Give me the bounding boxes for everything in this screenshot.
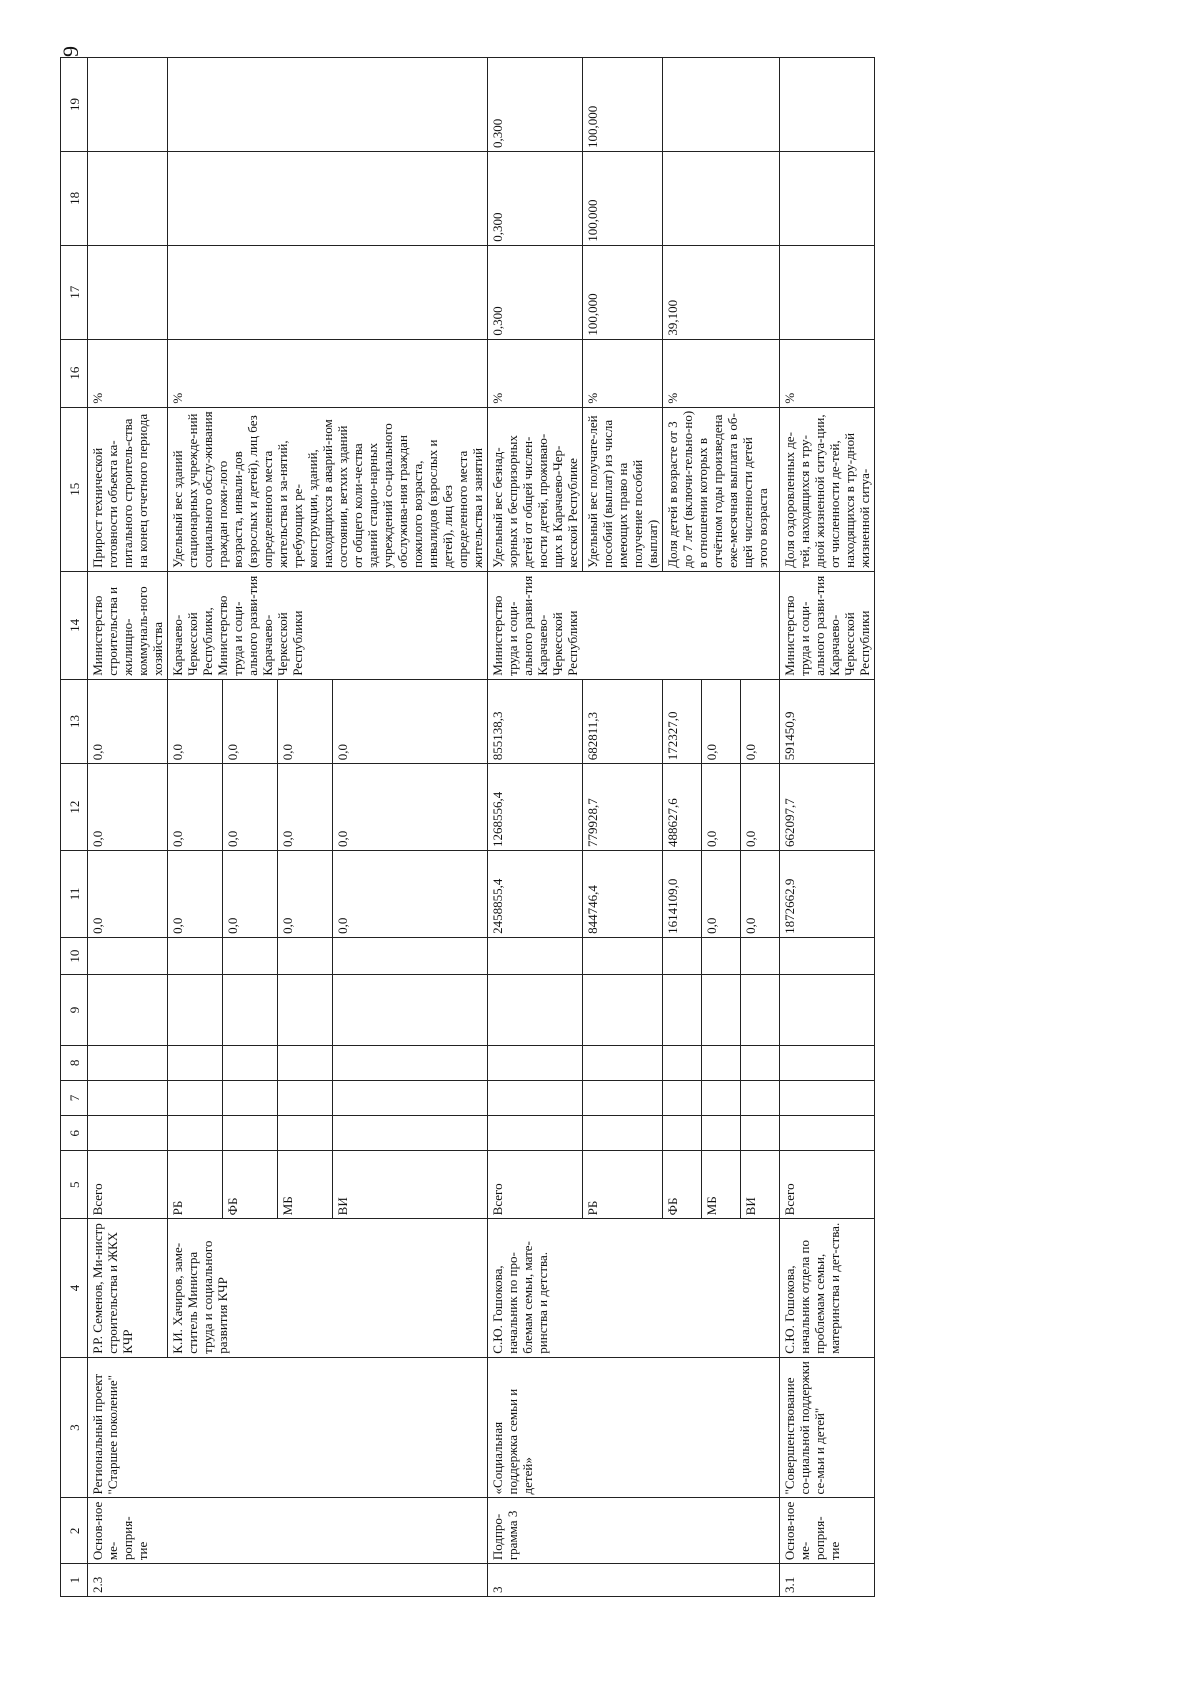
col-num: 2 [61,1498,88,1564]
value-col-12: 1268556,4 [488,764,583,851]
value-col-18: 100,000 [583,151,663,245]
value-col-11: 0,0 [168,851,223,938]
funding-source: РБ [168,1151,223,1219]
value-col-11: 0,0 [702,851,741,938]
unit: % [663,339,780,407]
col-num: 15 [61,407,88,571]
indicator: Удельный вес безнад-зорных и беспризорных детей от общей числен-ности детей, проживаю-щих в Карачаево-Чер-кесской Республике [488,407,583,571]
funding-source: ВИ [332,1151,487,1219]
executor: Министерство труда и соци-ального разви-тия Карачаево-Черкесской Республики [780,571,875,679]
unit: % [88,339,168,407]
table-row [780,58,875,1597]
value-col-11: 1614109,0 [663,851,702,938]
indicator: Прирост технической готовности объекта ка-питального строитель-ства на конец отчетного периода [88,407,168,571]
value-col-13: 0,0 [222,679,277,763]
col-num: 11 [61,851,88,938]
funding-source: Всего [488,1151,583,1219]
value-col-11: 0,0 [88,851,168,938]
funding-source: РБ [583,1151,663,1219]
value-col-11: 0,0 [277,851,332,938]
responsible: К.И. Хачиров, заме-ститель Министра труда и социального развития КЧР [168,1219,488,1357]
indicator: Удельный вес получате-лей пособий (выплат) из числа имеющих право на получение пособий (выплат) [583,407,663,571]
value-col-13: 0,0 [277,679,332,763]
value-col-17: 100,000 [583,245,663,339]
col-num: 4 [61,1219,88,1357]
col-num: 9 [61,975,88,1045]
indicator: Доля детей в возрасте от 3 до 7 лет (включи-тельно-но) в отношении которых в отчётном годы произведена еже-месячная выплата в об-щей численности детей этого возраста [663,407,780,571]
col-num: 1 [61,1564,88,1597]
unit: % [583,339,663,407]
responsible: С.Ю. Гошокова, начальник по про-блемам семьи, мате-ринства и детства. [488,1219,780,1357]
value-col-12: 488627,6 [663,764,702,851]
executor: Карачаево-Черкесской Республики, Министерство труда и соци-ального разви-тия Карачаево-Черкесской Республики [168,571,488,679]
value-col-19: 100,000 [583,58,663,152]
col-num: 19 [61,58,88,152]
table-row [488,58,583,1597]
funding-source: Всего [780,1151,875,1219]
value-col-17: 0,300 [488,245,583,339]
value-col-12: 662097,7 [780,764,875,851]
row-type: Основ-ное ме-роприя-тие [780,1498,875,1564]
funding-source: Всего [88,1151,168,1219]
col-num: 3 [61,1357,88,1498]
value-col-13: 0,0 [332,679,487,763]
value-col-18: 0,300 [488,151,583,245]
responsible: Р.Р. Семенов, Ми-нистр строительства и ЖКХ КЧР [88,1219,168,1357]
value-col-12: 0,0 [332,764,487,851]
value-col-11: 844746,4 [583,851,663,938]
value-col-11: 0,0 [332,851,487,938]
funding-source: ВИ [741,1151,780,1219]
unit: % [168,339,488,407]
value-col-13: 0,0 [741,679,780,763]
col-num: 14 [61,571,88,679]
col-num: 16 [61,339,88,407]
value-col-13: 682811,3 [583,679,663,763]
col-num: 10 [61,937,88,975]
value-col-12: 0,0 [88,764,168,851]
col-num: 7 [61,1080,88,1115]
value-col-12: 0,0 [222,764,277,851]
funding-source: МБ [702,1151,741,1219]
value-col-13: 0,0 [168,679,223,763]
value-col-12: 0,0 [741,764,780,851]
value-col-12: 0,0 [168,764,223,851]
row-number: 2.3 [88,1564,488,1597]
row-type: Основ-ное ме-роприя-тие [88,1498,488,1564]
row-name: Региональный проект "Старшее поколение" [88,1357,488,1498]
row-number: 3.1 [780,1564,875,1597]
responsible: С.Ю. Гошокова, начальник отдела по проблемам семьи, материнства и дет-ства. [780,1219,875,1357]
row-number: 3 [488,1564,780,1597]
row-name: "Совершенствование со-циальной поддержки се-мьи и детей" [780,1357,875,1498]
col-num: 8 [61,1045,88,1080]
value-col-13: 591450,9 [780,679,875,763]
col-num: 13 [61,679,88,763]
value-col-12: 0,0 [702,764,741,851]
value-col-11: 0,0 [222,851,277,938]
indicator: Доля оздоровленных де-тей, находящихся в тру-дной жизненной ситуа-ции, от численности де-тей, находящихся в тру-дной жизненной ситуа- [780,407,875,571]
value-col-11: 1872662,9 [780,851,875,938]
value-col-12: 0,0 [277,764,332,851]
col-num: 17 [61,245,88,339]
value-col-11: 0,0 [741,851,780,938]
value-col-11: 2458855,4 [488,851,583,938]
value-col-17: 39,100 [663,245,780,339]
unit: % [780,339,875,407]
unit: % [488,339,583,407]
value-col-13: 172327,0 [663,679,702,763]
program-table [60,57,875,1597]
col-num: 12 [61,764,88,851]
col-num: 18 [61,151,88,245]
row-type: Подпро-грамма 3 [488,1498,780,1564]
value-col-13: 0,0 [88,679,168,763]
column-number-row [61,58,88,1597]
value-col-19: 0,300 [488,58,583,152]
row-name: «Социальная поддержка семьи и детей» [488,1357,780,1498]
indicator: Удельный вес зданий стационарных учрежде-ний социального обслу-живания граждан пожи-лого возраста, инвали-дов (взрослых и детей), лиц без определенного места жительства и за-нятий, требующих ре-конструкции, зданий, находящихся в аварий-ном состоянии, ветхих зданий от общего коли-чества зданий стацио-нарных учреждений со-циального обслужива-ния граждан пожилого возраста, инвалидов (взрослых и детей), лиц без определенного места жительства и занятий [168,407,488,571]
funding-source: МБ [277,1151,332,1219]
table-row [88,58,168,1597]
funding-source: ФБ [663,1151,702,1219]
value-col-12: 779928,7 [583,764,663,851]
value-col-13: 855138,3 [488,679,583,763]
page-number: 9 [58,46,83,57]
executor: Министерство труда и соци-ального разви-тия Карачаево-Черкесской Республики [488,571,780,679]
value-col-13: 0,0 [702,679,741,763]
executor: Министерство строительства и жилищно-коммуналь-ного хозяйства [88,571,168,679]
col-num: 5 [61,1151,88,1219]
col-num: 6 [61,1116,88,1151]
funding-source: ФБ [222,1151,277,1219]
